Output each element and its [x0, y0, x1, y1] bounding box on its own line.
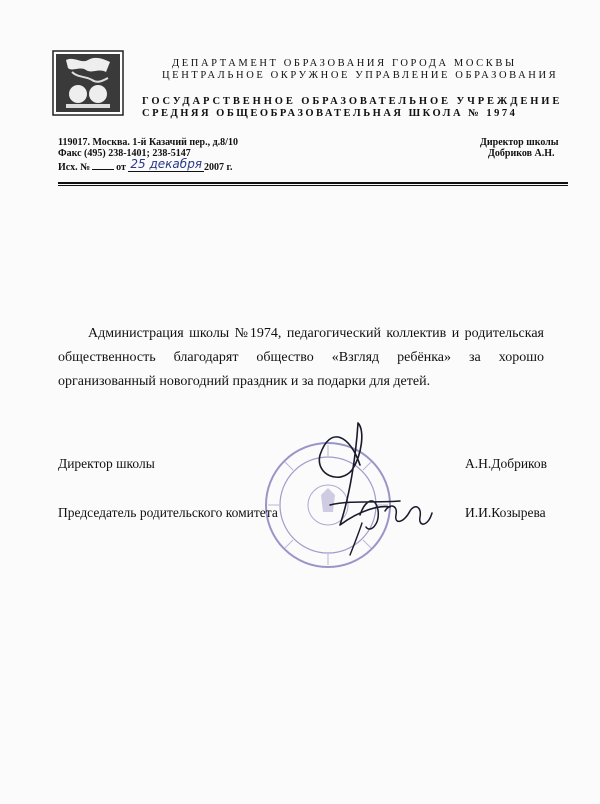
signature-name-director: А.Н.Добриков: [465, 456, 548, 471]
signature-role-director: Директор школы: [58, 456, 155, 471]
department-line: ДЕПАРТАМЕНТ ОБРАЗОВАНИЯ ГОРОДА МОСКВЫ: [172, 58, 517, 69]
outgoing-mid: от: [116, 162, 126, 173]
outgoing-year: 2007 г.: [204, 162, 233, 173]
outgoing-number-line: [58, 159, 232, 174]
school-name-line: СРЕДНЯЯ ОБЩЕОБРАЗОВАТЕЛЬНАЯ ШКОЛА № 1974: [142, 108, 518, 119]
director-title: Директор школы: [480, 137, 559, 148]
fax-line: Факс (495) 238-1401; 238-5147: [58, 148, 191, 159]
outgoing-prefix: Исх. №: [58, 162, 91, 173]
handwritten-signature: [290, 415, 450, 565]
letter-body: Администрация школы №1974, педагогический коллектив и родительская общественность благодарят общество «Взгляд ребёнка» за хорошо организованный новогодний праздник и за подарки для детей.: [58, 326, 544, 389]
handwritten-date: 25 декабря: [130, 157, 203, 171]
school-emblem-icon: [52, 50, 124, 116]
outgoing-number-blank: [92, 160, 114, 170]
institution-type-line: ГОСУДАРСТВЕННОЕ ОБРАЗОВАТЕЛЬНОЕ УЧРЕЖДЕНИЕ: [142, 96, 563, 107]
address-line: 119017. Москва. 1-й Казачий пер., д.8/10: [58, 137, 238, 148]
header-rule-thin: [58, 185, 568, 186]
director-name: Добриков А.Н.: [488, 148, 555, 159]
signature-role-committee: Председатель родительского комитета: [58, 505, 278, 520]
district-line: ЦЕНТРАЛЬНОЕ ОКРУЖНОЕ УПРАВЛЕНИЕ ОБРАЗОВАНИЯ: [162, 70, 559, 81]
signature-name-committee: И.И.Козырева: [465, 505, 546, 520]
header-rule: [58, 182, 568, 184]
